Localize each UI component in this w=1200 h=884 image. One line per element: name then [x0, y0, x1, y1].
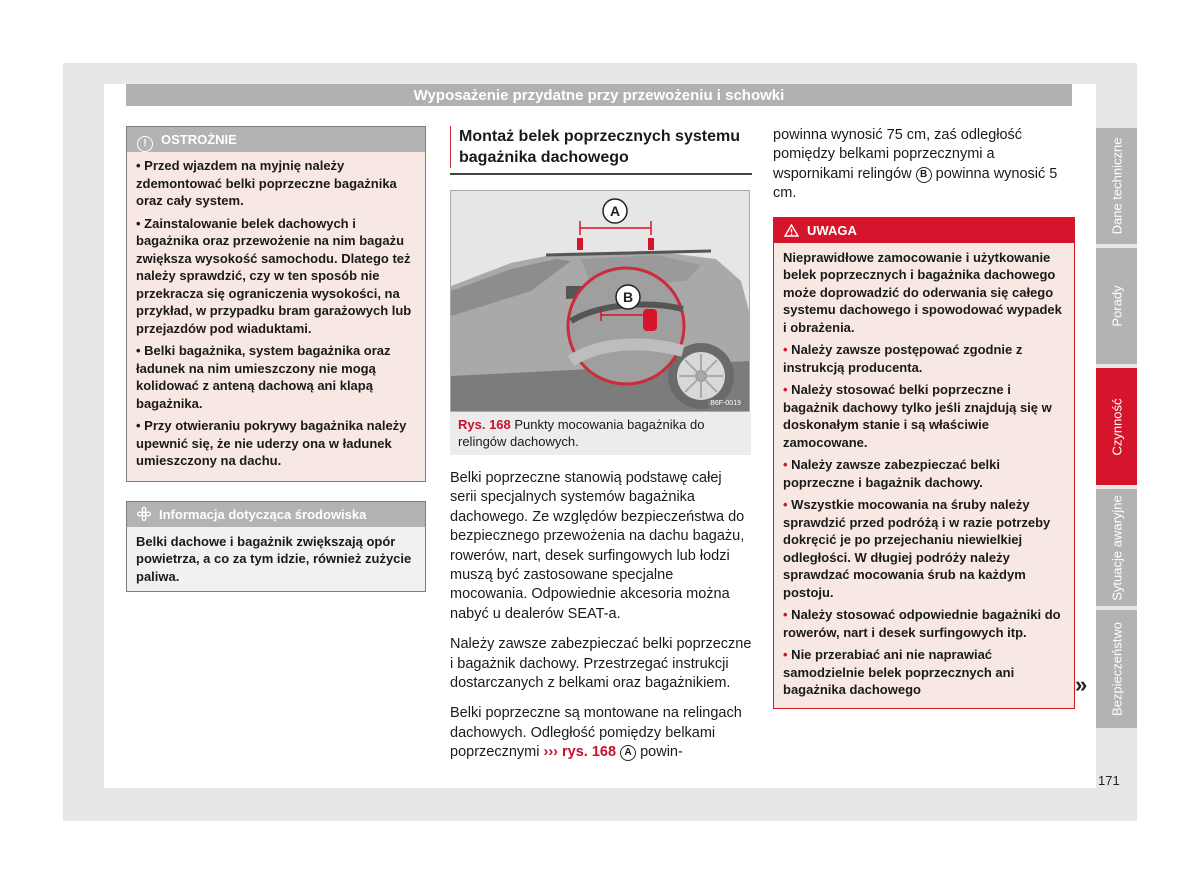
body-text [450, 469, 752, 763]
caption-ref: Rys. 168 [458, 417, 511, 432]
flower-icon [137, 504, 151, 530]
left-column [126, 126, 426, 592]
figure-cross-reference[interactable]: ››› rys. 168 [543, 744, 617, 761]
circled-label-b: B [916, 167, 932, 183]
caution-title: OSTROŻNIE [161, 132, 237, 147]
alert-circle-icon: ! [137, 136, 153, 152]
paragraph: Należy zawsze zabezpieczać belki poprzeczne i bagażnik dachowy. Przestrzegać instrukcji dostarczanych z belkami oraz bagażnikiem. [450, 636, 752, 692]
paragraph-text: powinna wynosić 75 cm, zaś odległość pomiędzy belkami poprzecznymi a wspornikami relingów [773, 127, 1023, 182]
paragraph: Belki poprzeczne stanowią podstawę całej serii specjalnych systemów bagażnika dachowego. Ze względów bezpieczeństwa do bezpiecznego przewożenia na dachu bagażu, rowerów, nart, desek surfingowych lub łodzi muszą być zastosowane specjalne mocowania. Odpowiednie akcesoria można nabyć u dealerów SEAT-a. [450, 470, 745, 622]
paragraph-text: powinna wynosić 5 cm. [773, 165, 1058, 202]
environment-box [126, 501, 426, 593]
warning-title: UWAGA [807, 222, 857, 238]
warning-item: • Należy zawsze zabezpieczać belki poprzeczne i bagażnik dachowy. [783, 457, 1000, 490]
circled-label-a: A [620, 745, 636, 761]
warning-title-bar [774, 218, 1074, 243]
caution-item: • Przy otwieraniu pokrywy bagażnika należy upewnić się, że nie uderzy ona w ładunek umieszczony na dachu. [136, 418, 407, 468]
paragraph-3: Belki poprzeczne są montowane na relingach dachowych. Odległość pomiędzy belkami poprzecznymi ››› rys. 168 A powin- [450, 705, 742, 761]
right-column [773, 126, 1075, 709]
roof-rack-figure [450, 190, 750, 412]
caution-title-bar [127, 127, 425, 152]
figure-code: B6F-0019 [710, 400, 741, 407]
caution-box [126, 126, 426, 482]
section-title: Montaż belek poprzecznych systemu bagażnika dachowego [450, 126, 752, 168]
caution-item: • Belki bagażnika, system bagażnika oraz ładunek na nim umieszczony nie mogą kolidować z anteną dachową ani klapą bagażnika. [136, 343, 391, 411]
warning-item: • Należy zawsze postępować zgodnie z instrukcją producenta. [783, 342, 1023, 375]
warning-item: • Nie przerabiać ani nie naprawiać samodzielnie belek poprzecznych ani bagażnika dachowego [783, 647, 1015, 698]
environment-title: Informacja dotycząca środowiska [159, 506, 367, 522]
warning-body [774, 243, 1074, 708]
tab-sytuacje-awaryjne[interactable]: Sytuacje awaryjne [1096, 489, 1137, 606]
warning-item: • Wszystkie mocowania na śruby należy sprawdzić przed podróżą i w razie potrzeby dokręcić je po przejechaniu niewielkiej odległości. W długiej podróży należy sprawdzać mocowania śrub na każdym postoju. [783, 497, 1051, 600]
caution-item: • Zainstalowanie belek dachowych i bagażnika oraz przewożenie na nim bagażu zwiększa wysokość samochodu. Dlatego też należy sprawdzić, czy w ten sposób nie przekracza się ograniczenia wysokości, na przykład, w przypadku bram garażowych lub przejazdów pod wiaduktami. [136, 215, 412, 336]
warning-intro: Nieprawidłowe zamocowanie i użytkowanie belek poprzecznych i bagażnika dachowego może doprowadzić do oderwania się całego systemu dachowego i spowodować wypadek i obrażenia. [783, 249, 1062, 335]
paragraph-continuation [773, 126, 1075, 204]
caution-body [127, 152, 425, 481]
car-illustration [451, 191, 749, 411]
environment-title-bar [127, 502, 425, 527]
tab-porady[interactable]: Porady [1096, 248, 1137, 364]
middle-column [450, 126, 752, 774]
paragraph-text: Belki poprzeczne są montowane na relingach dachowych. Odległość pomiędzy belkami poprzecznymi [450, 705, 742, 761]
figure-caption [450, 412, 751, 455]
warning-item: • Należy stosować odpowiednie bagażniki do rowerów, nart i desek surfingowych itp. [783, 607, 1061, 640]
continue-mark: » [1075, 672, 1088, 697]
tab-czynnosc[interactable]: Czynność [1096, 368, 1137, 485]
caution-item: • Przed wjazdem na myjnię należy zdemontować belki poprzeczne bagażnika oraz cały system. [136, 158, 397, 208]
page-number: 171 [1098, 773, 1120, 788]
section-rule [450, 173, 752, 175]
warning-box [773, 217, 1075, 709]
warning-triangle-icon [784, 220, 799, 246]
chapter-header: Wyposażenie przydatne przy przewożeniu i schowki [126, 84, 1072, 106]
environment-body: Belki dachowe i bagażnik zwiększają opór powietrza, a co za tym idzie, również zużycie paliwa. [127, 527, 425, 592]
tab-bezpieczenstwo[interactable]: Bezpieczeństwo [1096, 610, 1137, 728]
figure-label-b: B [622, 289, 634, 305]
caption-text: Punkty mocowania bagażnika do relingów dachowych. [458, 417, 705, 449]
tab-dane-techniczne[interactable]: Dane techniczne [1096, 128, 1137, 244]
figure-label-a: A [609, 203, 621, 219]
warning-item: • Należy stosować belki poprzeczne i bagażnik dachowy tylko jeśli znajdują się w doskonałym stanie i są właściwie zamocowane. [783, 382, 1052, 450]
